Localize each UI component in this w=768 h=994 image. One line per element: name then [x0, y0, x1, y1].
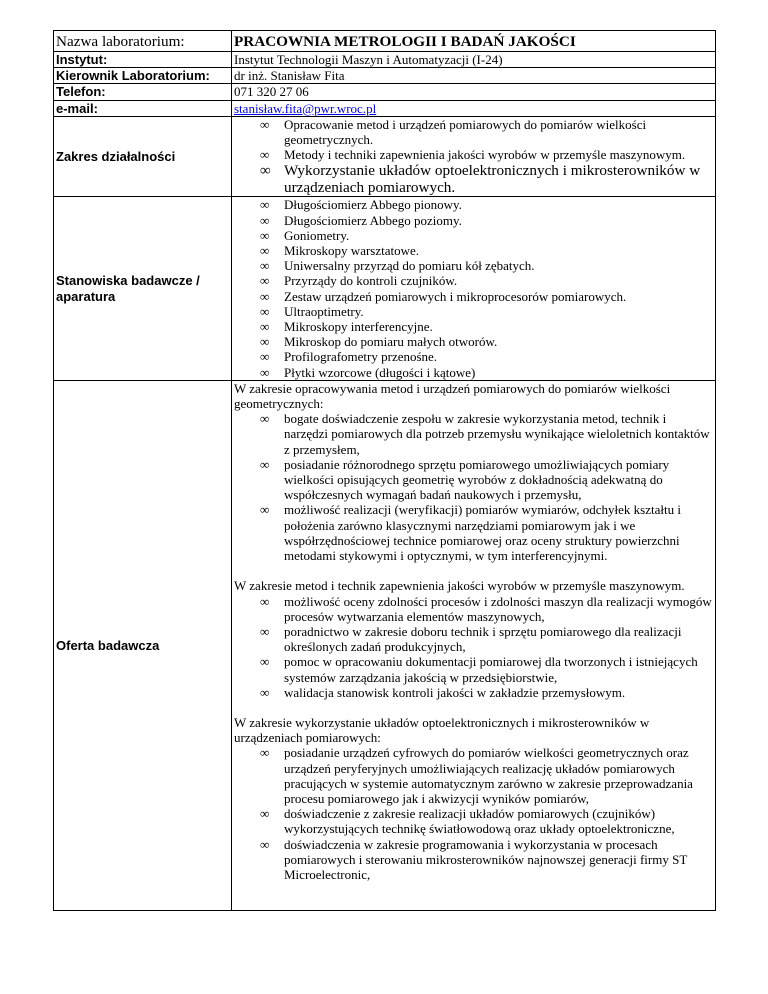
- list-item: ∞ pomoc w opracowaniu dokumentacji pomiarowej dla tworzonych i istniejących systemów zarządzania jakością w przedsiębiorstwie,: [260, 654, 698, 685]
- list-item: ∞ Zestaw urządzeń pomiarowych i mikroprocesorów pomiarowych.: [260, 288, 627, 304]
- list-item: ∞ bogate doświadczenie zespołu w zakresie wykorzystania metod, technik i narzędzi pomiarowych dla potrzeb przemysłu wynikające wieloletnich kontaktów z przemysłem,: [260, 411, 710, 457]
- head-label: Kierownik Laboratorium:: [54, 68, 232, 84]
- list-item: ∞ doświadczenia w zakresie programowania i wykorzystania w procesach pomiarowych i sterowaniu mikrosterowników najnowszej generacji firmy ST Microelectronic,: [260, 836, 688, 882]
- infinity-bullet-icon: ∞: [260, 364, 270, 380]
- infinity-bullet-icon: ∞: [260, 349, 270, 365]
- list-item: ∞ Długościomierz Abbego pionowy.: [260, 197, 462, 213]
- infinity-bullet-icon: ∞: [260, 745, 270, 761]
- offer-list: [234, 745, 713, 882]
- infinity-bullet-icon: ∞: [260, 227, 270, 243]
- equipment-label: Stanowiska badawcze / aparatura: [54, 197, 232, 380]
- email-link[interactable]: stanisław.fita@pwr.wroc.pl: [234, 100, 377, 116]
- phone-value: 071 320 27 06: [232, 84, 716, 100]
- infinity-bullet-icon: ∞: [260, 258, 270, 274]
- list-item: ∞ Uniwersalny przyrząd do pomiaru kół zębatych.: [260, 258, 535, 274]
- equipment-list: [234, 197, 713, 379]
- list-item: ∞ Goniometry.: [260, 227, 350, 243]
- header-row: [54, 31, 716, 52]
- offer-intro: W zakresie wykorzystanie układów optoelektronicznych i mikrosterowników w urządzeniach pomiarowych:: [234, 714, 650, 746]
- offer-list: [234, 411, 713, 563]
- phone-label: Telefon:: [54, 84, 232, 100]
- scope-list: [234, 117, 713, 197]
- institute-value: Instytut Technologii Maszyn i Automatyzacji (I-24): [232, 52, 716, 68]
- list-item: ∞ Wykorzystanie układów optoelektronicznych i mikrosterowników w urządzeniach pomiarowych.: [260, 162, 701, 197]
- spacer: [234, 700, 713, 715]
- list-item: ∞ możliwość oceny zdolności procesów i zdolności maszyn dla realizacji wymogów procesów wytwarzania elementów maszynowych,: [260, 593, 712, 624]
- infinity-bullet-icon: ∞: [260, 116, 270, 132]
- institute-row: [54, 52, 716, 68]
- infinity-bullet-icon: ∞: [260, 147, 270, 163]
- infinity-bullet-icon: ∞: [260, 273, 270, 289]
- institute-label: Instytut:: [54, 52, 232, 68]
- head-row: [54, 68, 716, 84]
- list-item: ∞ Przyrządy do kontroli czujników.: [260, 273, 458, 289]
- head-value: dr inż. Stanisław Fita: [232, 68, 716, 84]
- list-item: ∞ poradnictwo w zakresie doboru technik i sprzętu pomiarowego dla realizacji określonych zadań produkcyjnych,: [260, 623, 682, 655]
- offer-intro: W zakresie metod i technik zapewnienia jakości wyrobów w przemyśle maszynowym.: [234, 578, 685, 594]
- infinity-bullet-icon: ∞: [260, 197, 270, 213]
- infinity-bullet-icon: ∞: [260, 502, 270, 518]
- infinity-bullet-icon: ∞: [260, 411, 270, 427]
- infinity-bullet-icon: ∞: [260, 288, 270, 304]
- offer-row: [54, 380, 716, 910]
- lab-name: PRACOWNIA METROLOGII I BADAŃ JAKOŚCI: [232, 31, 716, 52]
- email-cell: [232, 100, 716, 116]
- header-label: Nazwa laboratorium:: [54, 31, 232, 52]
- offer-label: Oferta badawcza: [54, 380, 232, 910]
- infinity-bullet-icon: ∞: [260, 684, 270, 700]
- offer-list: [234, 594, 713, 700]
- infinity-bullet-icon: ∞: [260, 623, 270, 639]
- infinity-bullet-icon: ∞: [260, 303, 270, 319]
- scope-label: Zakres działalności: [54, 116, 232, 197]
- infinity-bullet-icon: ∞: [260, 806, 270, 822]
- list-item: ∞ doświadczenie z zakresie realizacji układów pomiarowych (czujników) wykorzystujących technikę światłowodową oraz układy optoelektroniczne,: [260, 806, 675, 837]
- list-item: ∞ posiadanie różnorodnego sprzętu pomiarowego umożliwiających pomiary wielkości opisujących geometrię wyrobów z dokładnością adekwatną do współczesnych wymagań badań naukowych i przemysłu,: [260, 456, 670, 503]
- infinity-bullet-icon: ∞: [260, 319, 270, 335]
- list-item: ∞ Profilografometry przenośne.: [260, 349, 438, 365]
- list-item: ∞ Mikroskopy warsztatowe.: [260, 243, 420, 259]
- infinity-bullet-icon: ∞: [260, 212, 270, 228]
- list-item: ∞ Mikroskop do pomiaru małych otworów.: [260, 334, 498, 350]
- scope-cell: [232, 116, 716, 197]
- list-item: ∞ Metody i techniki zapewnienia jakości wyrobów w przemyśle maszynowym.: [260, 147, 686, 163]
- list-item: ∞ walidacja stanowisk kontroli jakości w zakładzie przemysłowym.: [260, 684, 626, 700]
- list-item: ∞ Płytki wzorcowe (długości i kątowe): [260, 364, 476, 380]
- offer-intro: W zakresie opracowywania metod i urządzeń pomiarowych do pomiarów wielkości geometrycznych:: [234, 380, 671, 412]
- equipment-row: [54, 197, 716, 380]
- email-row: [54, 100, 716, 116]
- infinity-bullet-icon: ∞: [260, 456, 270, 472]
- email-label: e-mail:: [54, 100, 232, 116]
- infinity-bullet-icon: ∞: [260, 593, 270, 609]
- offer-cell: [232, 380, 716, 910]
- lab-info-table: [53, 30, 716, 911]
- list-item: ∞ Długościomierz Abbego poziomy.: [260, 212, 462, 228]
- equipment-cell: [232, 197, 716, 380]
- list-item: ∞ Opracowanie metod i urządzeń pomiarowych do pomiarów wielkości geometrycznych.: [260, 116, 647, 148]
- list-item: ∞ posiadanie urządzeń cyfrowych do pomiarów wielkości geometrycznych oraz urządzeń peryferyjnych umożliwiających realizację układów pomiarowych pracujących w systemie automatycznym zarówno w zakresie przeprowadzania procesu pomiarowego jak i akwizycji wyników pomiarów,: [260, 745, 693, 806]
- scope-row: [54, 116, 716, 197]
- phone-row: [54, 84, 716, 100]
- list-item: ∞ możliwość realizacji (weryfikacji) pomiarów wymiarów, odchyłek kształtu i położenia zarówno klasycznymi narzędziami pomiarowym jak i we współrzędnościowej technice pomiarowej oraz oceny struktury powierzchni metodami stykowymi i optycznymi, w tym interferencyjnymi.: [260, 502, 681, 564]
- list-item: ∞ Mikroskopy interferencyjne.: [260, 319, 433, 335]
- spacer: [234, 563, 713, 578]
- infinity-bullet-icon: ∞: [260, 243, 270, 259]
- infinity-bullet-icon: ∞: [260, 162, 271, 180]
- list-item: ∞ Ultraoptimetry.: [260, 303, 364, 319]
- infinity-bullet-icon: ∞: [260, 654, 270, 670]
- spacer: [234, 882, 713, 910]
- infinity-bullet-icon: ∞: [260, 334, 270, 350]
- infinity-bullet-icon: ∞: [260, 836, 270, 852]
